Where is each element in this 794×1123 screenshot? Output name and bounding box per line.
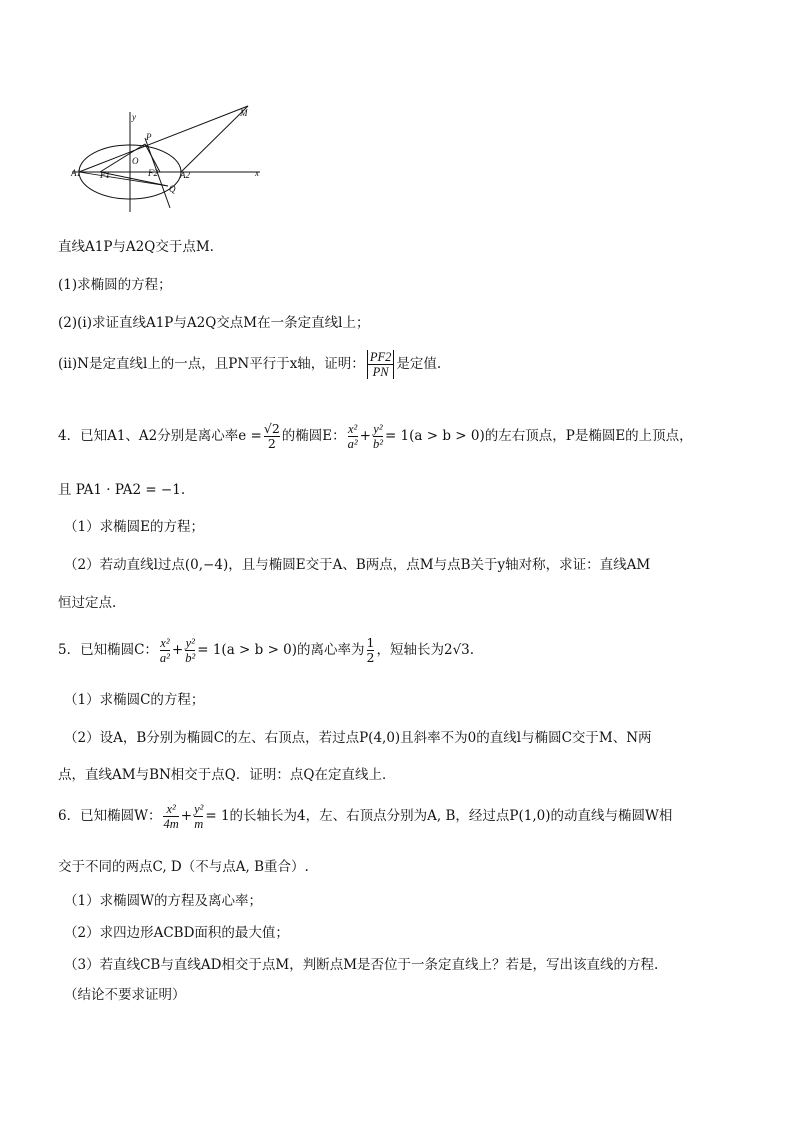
q4-part2b: 恒过定点.	[58, 595, 117, 611]
q4-stem-b: 的椭圆E：	[281, 428, 346, 444]
q5-stem-a: 5．已知椭圆C：	[58, 642, 158, 658]
q5-a2: a²	[159, 651, 170, 665]
q3-part2ii-text: (ⅱ)N是定直线l上的一点，且PN平行于x轴，证明：	[58, 356, 365, 372]
q5-y2: y²	[185, 636, 195, 650]
q4-stem-c: = 1(a > b > 0)的左右顶点，P是椭圆E的上顶点，	[384, 428, 693, 444]
label-p: P	[146, 132, 152, 142]
q6-part4: （结论不要求证明）	[64, 987, 186, 1003]
q6-part3: （3）若直线CB与直线AD相交于点M，判断点M是否位于一条定直线上？若是，写出该直线的方程.	[64, 957, 659, 973]
q4-e-frac	[264, 422, 280, 451]
q4-part2: （2）若动直线l过点(0,−4)，且与椭圆E交于A、B两点，点M与点B关于y轴对称，求证：直线AM	[64, 557, 651, 573]
q3-part2i: (2)(ⅰ)求证直线A1P与A2Q交点M在一条定直线l上；	[58, 315, 370, 331]
q6-y-frac	[194, 802, 203, 831]
label-f1: F1	[100, 170, 110, 180]
q6-stem-a: 6．已知椭圆W：	[58, 808, 162, 824]
q6-y2: y²	[194, 802, 204, 816]
q5-e-den: 2	[366, 650, 375, 665]
q5-b2: b²	[185, 651, 196, 665]
q3-part1: (1)求椭圆的方程；	[58, 277, 172, 293]
q5-x-frac	[160, 636, 170, 665]
label-q: Q	[169, 184, 176, 194]
label-x: x	[255, 168, 259, 178]
q5-stem: 5．已知椭圆C： $\frac{\text{x²}}{\text{a²}}$ + $\frac{\text{y²}}{\text{b²}}$ = 1(a > b > 0)的离心率为 $\frac{1}{2}$ ，短轴长为2√3.	[58, 635, 475, 665]
label-a2: A2	[180, 170, 190, 180]
label-o: O	[132, 156, 139, 166]
q3-frac-den: PN	[367, 364, 395, 379]
q3-line-intro: 直线A1P与A2Q交于点M.	[58, 239, 214, 255]
q6-d1: 4m	[163, 817, 179, 831]
q4-line2: 且 PA1 · PA2 = −1.	[58, 482, 186, 498]
label-f2: F2	[148, 168, 158, 178]
q4-a2: a²	[347, 437, 358, 451]
label-y: y	[132, 112, 136, 122]
q3-frac-num: PF2	[367, 350, 395, 364]
q4-b2: b²	[372, 437, 383, 451]
q4-x2: x²	[347, 422, 358, 436]
q6-line2: 交于不同的两点C, D（不与点A, B重合）.	[58, 859, 309, 875]
q6-part1: （1）求椭圆W的方程及离心率；	[64, 893, 262, 909]
q6-x2: x²	[166, 802, 176, 816]
q4-e-den: 2	[264, 436, 280, 451]
q6-stem: 6．已知椭圆W： $\frac{\text{x²}}{4m}$ + $\frac{\text{y²}}{m}$ = 1的长轴长为4，左、右顶点分别为A, B，经过点P(1,0)的动直线与椭圆W相	[58, 802, 673, 831]
line-a1-m	[79, 106, 248, 172]
q5-y-frac	[185, 636, 195, 665]
q5-stem-c: ，短轴长为2√3.	[376, 642, 475, 658]
q4-part1: （1）求椭圆E的方程；	[64, 519, 204, 535]
q6-stem-b: = 1的长轴长为4，左、右顶点分别为A, B，经过点P(1,0)的动直线与椭圆W相	[205, 808, 673, 824]
q4-x-frac	[348, 422, 358, 451]
q4-e-num: √2	[263, 421, 280, 436]
q3-fraction	[367, 350, 395, 379]
q6-d2: m	[194, 817, 204, 831]
q4-stem: 4．已知A1、A2分别是离心率e = $\frac{√2}{2}$ 的椭圆E： $\frac{\text{x²}}{\text{a²}}$ + $\frac{\text{y²}}{\text{b²}}$ = 1(a > b > 0)的左右顶点，P是椭圆E的上顶点，	[58, 421, 693, 451]
q4-stem-a: 4．已知A1、A2分别是离心率e =	[58, 428, 262, 444]
label-m: M	[240, 108, 248, 118]
q4-y-frac	[373, 422, 383, 451]
q5-part2b: 点，直线AM与BN相交于点Q．证明：点Q在定直线上．	[58, 767, 396, 783]
q5-e-num: 1	[366, 635, 375, 650]
q3-part2ii	[58, 350, 441, 379]
label-a1: A1	[71, 168, 81, 178]
q5-stem-b: = 1(a > b > 0)的离心率为	[197, 642, 365, 658]
q6-x-frac	[163, 802, 178, 831]
q5-e-frac	[367, 636, 375, 665]
ellipse-figure	[70, 100, 270, 215]
line-a2-m	[181, 106, 248, 172]
q5-x2: x²	[160, 636, 170, 650]
q4-y2: y²	[373, 422, 383, 436]
q5-part1: （1）求椭圆C的方程；	[64, 692, 205, 708]
q3-part2ii-end: 是定值.	[396, 356, 442, 372]
q6-part2: （2）求四边形ACBD面积的最大值；	[64, 925, 289, 941]
q5-part2: （2）设A，B分别为椭圆C的左、右顶点，若过点P(4,0)且斜率不为0的直线l与椭圆C交于M、N两	[64, 730, 652, 746]
